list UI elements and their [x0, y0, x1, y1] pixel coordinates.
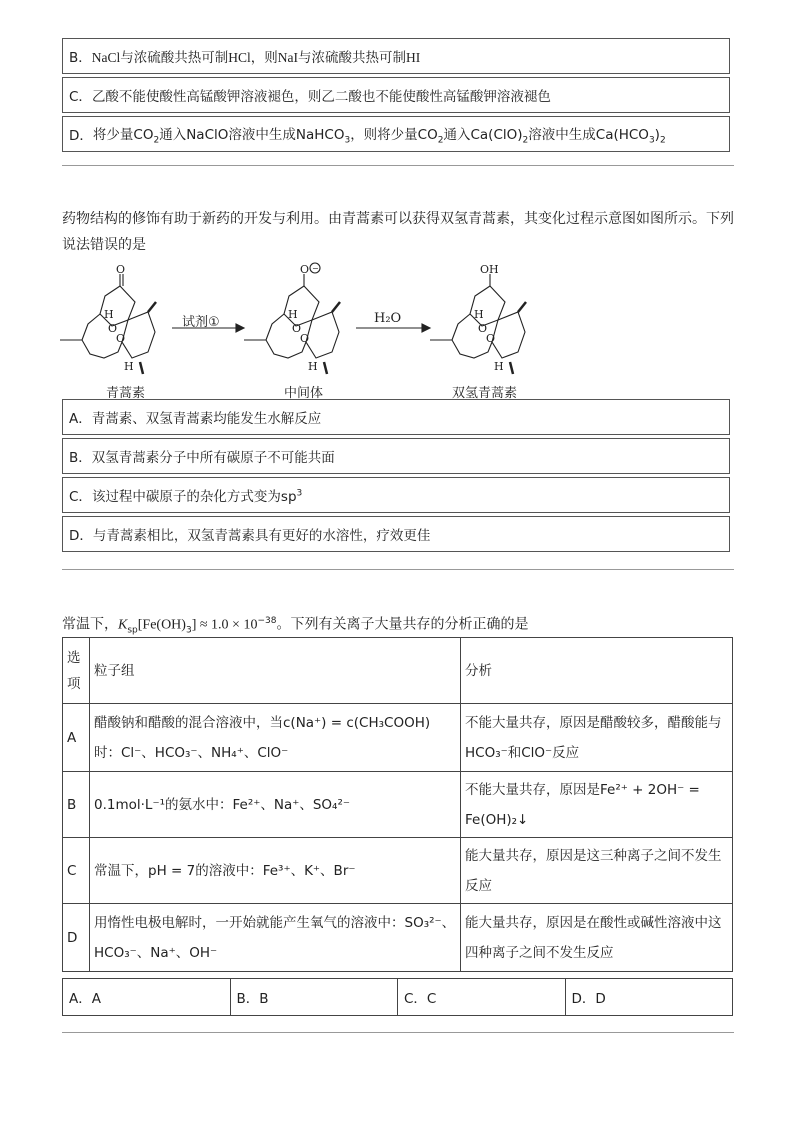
- row-analysis: 不能大量共存，原因是Fe²⁺ + 2OH⁻ = Fe(OH)₂↓: [461, 772, 733, 838]
- question-stem: 药物结构的修饰有助于新药的开发与利用。由青蒿素可以获得双氢青蒿素，其变化过程示意图如图所示。下列说法错误的是: [62, 211, 734, 253]
- table-row: [63, 704, 733, 772]
- header-option: 选项: [63, 638, 90, 704]
- svg-text:H: H: [104, 308, 114, 321]
- option-text: 乙酸不能使酸性高锰酸钾溶液褪色，则乙二酸也不能使酸性高锰酸钾溶液褪色: [91, 89, 551, 105]
- option-b[interactable]: [62, 438, 730, 474]
- row-group: 用惰性电极电解时，一开始就能产生氧气的溶液中：SO₃²⁻、HCO₃⁻、Na⁺、OH⁻: [90, 904, 461, 972]
- row-analysis: 不能大量共存，原因是醋酸较多，醋酸能与HCO₃⁻和ClO⁻反应: [461, 704, 733, 772]
- divider: [62, 569, 734, 570]
- svg-text:O: O: [116, 332, 126, 345]
- option-c[interactable]: [62, 477, 730, 513]
- option-d[interactable]: D．D: [571, 991, 606, 1007]
- svg-text:O: O: [108, 322, 118, 335]
- row-option: D: [63, 904, 90, 972]
- option-label: D．: [69, 128, 93, 144]
- row-group: 常温下，pH = 7的溶液中：Fe³⁺、K⁺、Br⁻: [90, 838, 461, 904]
- option-label: C．: [69, 89, 92, 105]
- table-header-row: [63, 638, 733, 704]
- svg-text:O: O: [478, 322, 488, 335]
- svg-text:O: O: [292, 322, 302, 335]
- label-intermediate: 中间体: [284, 386, 324, 401]
- table-row: [63, 904, 733, 972]
- svg-text:O: O: [486, 332, 496, 345]
- option-label: B．: [69, 450, 92, 466]
- option-label: B．: [69, 50, 92, 66]
- svg-text:OH: OH: [480, 263, 499, 276]
- reagent-2: H₂O: [374, 311, 402, 326]
- option-text: 双氢青蒿素分子中所有碳原子不可能共面: [91, 450, 335, 466]
- row-group: 醋酸钠和醋酸的混合溶液中，当c(Na⁺) = c(CH₃COOH)时：Cl⁻、HCO₃⁻、NH₄⁺、ClO⁻: [90, 704, 461, 772]
- row-option: B: [63, 772, 90, 838]
- row-analysis: 能大量共存，原因是这三种离子之间不发生反应: [461, 838, 733, 904]
- row-option: A: [63, 704, 90, 772]
- option-d[interactable]: [62, 516, 730, 552]
- question-stem: 常温下，$K_{sp}[Fe(OH)_3] \approx 1.0 \times 10^{-38}$。下列有关离子大量共存的分析正确的是: [62, 616, 529, 636]
- table-row: [63, 772, 733, 838]
- option-text: 将少量$CO_2$通入NaClO溶液中生成NaHCO$_3$，则将少量$CO_2$通入$Ca(ClO)_2$溶液中生成$Ca(HCO_3)_2$: [92, 126, 666, 146]
- svg-text:H: H: [474, 308, 484, 321]
- svg-text:H: H: [288, 308, 298, 321]
- svg-text:H: H: [308, 360, 318, 373]
- option-text: NaCl与浓硫酸共热可制HCl，则NaI与浓硫酸共热可制HI: [91, 50, 421, 65]
- row-option: C: [63, 838, 90, 904]
- option-text: 该过程中碳原子的杂化方式变为$sp^3$: [91, 488, 303, 505]
- option-a[interactable]: A．A: [63, 979, 231, 1015]
- label-dihydro: 双氢青蒿素: [452, 386, 518, 401]
- svg-text:O: O: [300, 332, 310, 345]
- svg-text:H: H: [494, 360, 504, 373]
- header-group: 粒子组: [90, 638, 461, 704]
- divider: [62, 165, 734, 166]
- option-b-prev[interactable]: [62, 38, 730, 74]
- option-text: 与青蒿素相比，双氢青蒿素具有更好的水溶性，疗效更佳: [92, 528, 431, 544]
- option-label: A．: [69, 411, 92, 427]
- divider: [62, 1032, 734, 1033]
- header-analysis: 分析: [461, 638, 733, 704]
- table-row: [63, 838, 733, 904]
- ion-table: [62, 637, 733, 972]
- option-d-prev[interactable]: [62, 116, 730, 152]
- option-b[interactable]: B．B: [231, 979, 399, 1015]
- reaction-scheme: [60, 262, 540, 382]
- option-c-prev[interactable]: [62, 77, 730, 113]
- svg-text:O: O: [116, 263, 126, 276]
- option-a[interactable]: [62, 399, 730, 435]
- answer-options: [62, 978, 733, 1016]
- svg-text:O: O: [300, 263, 310, 276]
- option-c[interactable]: C．C: [398, 979, 566, 1015]
- reagent-1: 试剂①: [182, 315, 220, 330]
- row-group: 0.1mol·L⁻¹的氨水中：Fe²⁺、Na⁺、SO₄²⁻: [90, 772, 461, 838]
- svg-text:H: H: [124, 360, 134, 373]
- option-text: 青蒿素、双氢青蒿素均能发生水解反应: [91, 411, 322, 427]
- label-qinghaosu: 青蒿素: [106, 386, 146, 401]
- option-label: C．: [69, 489, 92, 505]
- svg-text:−: −: [312, 264, 319, 273]
- row-analysis: 能大量共存，原因是在酸性或碱性溶液中这四种离子之间不发生反应: [461, 904, 733, 972]
- option-label: D．: [69, 528, 93, 544]
